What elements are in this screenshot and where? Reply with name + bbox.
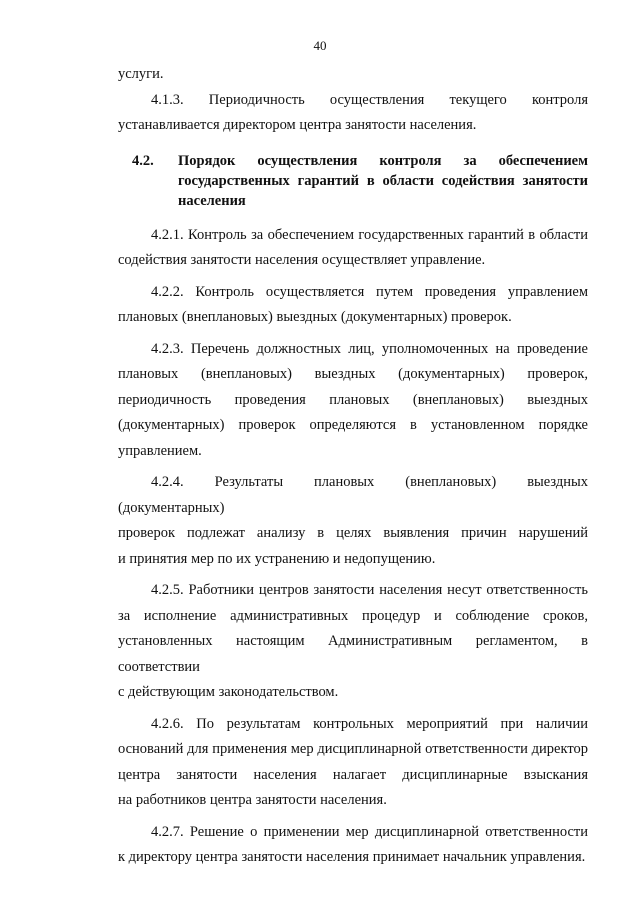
paragraph-4-2-5 (118, 578, 588, 706)
text-line: плановых (внеплановых) выездных (документарных) проверок. (118, 309, 512, 325)
text-line: и принятия мер по их устранению и недопущению. (118, 550, 436, 567)
text-line: оснований для применения мер дисциплинарной ответственности директор (118, 741, 588, 757)
paragraph-4-2-3 (118, 337, 588, 465)
paragraph-4-2-1 (118, 223, 588, 274)
paragraph-4-2-2 (118, 280, 588, 331)
document-body (118, 62, 588, 871)
text-line: плановых (внеплановых) выездных (документарных) проверок, (118, 366, 588, 382)
text-line: 4.2.1. Контроль за обеспечением государственных гарантий в области (151, 226, 588, 243)
text-line: 4.2.4. Результаты плановых (внеплановых) выездных (документарных) (118, 474, 588, 516)
paragraph-4-2-6 (118, 712, 588, 814)
text-line: за исполнение административных процедур и соблюдение сроков, (118, 607, 588, 624)
paragraph-4-1-3 (118, 88, 588, 139)
heading-line: Порядок осуществления контроля за обеспечением (178, 152, 588, 169)
text-line: с действующим законодательством. (118, 684, 339, 700)
text-line: устанавливается директором центра занятости населения. (118, 117, 477, 133)
text-line: управлением. (118, 442, 202, 459)
text-line: центра занятости населения налагает дисциплинарные взыскания (118, 766, 588, 783)
text-line: к директору центра занятости населения принимает начальник управления. (118, 849, 586, 865)
text-line: 4.2.5. Работники центров занятости населения несут ответственность (151, 582, 588, 598)
section-number: 4.2. (132, 152, 154, 169)
text-line: установленных настоящим Административным регламентом, в соответствии (118, 633, 588, 675)
paragraph-4-2-4 (118, 470, 588, 572)
text-line: 4.1.3. Периодичность осуществления текущего контроля (151, 91, 588, 108)
heading-line: государственных гарантий в области содействия занятости (178, 172, 588, 189)
text-line: проверок подлежат анализу в целях выявления причин нарушений (118, 525, 588, 541)
text-line: 4.2.2. Контроль осуществляется путем проведения управлением (151, 283, 588, 300)
text-line: 4.2.7. Решение о применении мер дисциплинарной ответственности (151, 823, 588, 840)
paragraph-continuation (118, 62, 588, 88)
paragraph-4-2-7 (118, 820, 588, 871)
text-line: 4.2.6. По результатам контрольных мероприятий при наличии (151, 715, 588, 732)
text-line: 4.2.3. Перечень должностных лиц, уполномоченных на проведение (151, 340, 588, 357)
text-line: периодичность проведения плановых (внеплановых) выездных (118, 391, 588, 408)
text-line: содействия занятости населения осуществляет управление. (118, 252, 486, 268)
text-line: (документарных) проверок определяются в установленном порядке (118, 417, 588, 433)
text-line: услуги. (118, 66, 164, 82)
page-number: 40 (313, 38, 327, 53)
heading-line: населения (178, 192, 246, 209)
section-heading-4-2 (118, 151, 588, 211)
section-title (178, 151, 588, 211)
text-line: на работников центра занятости населения. (118, 792, 387, 808)
